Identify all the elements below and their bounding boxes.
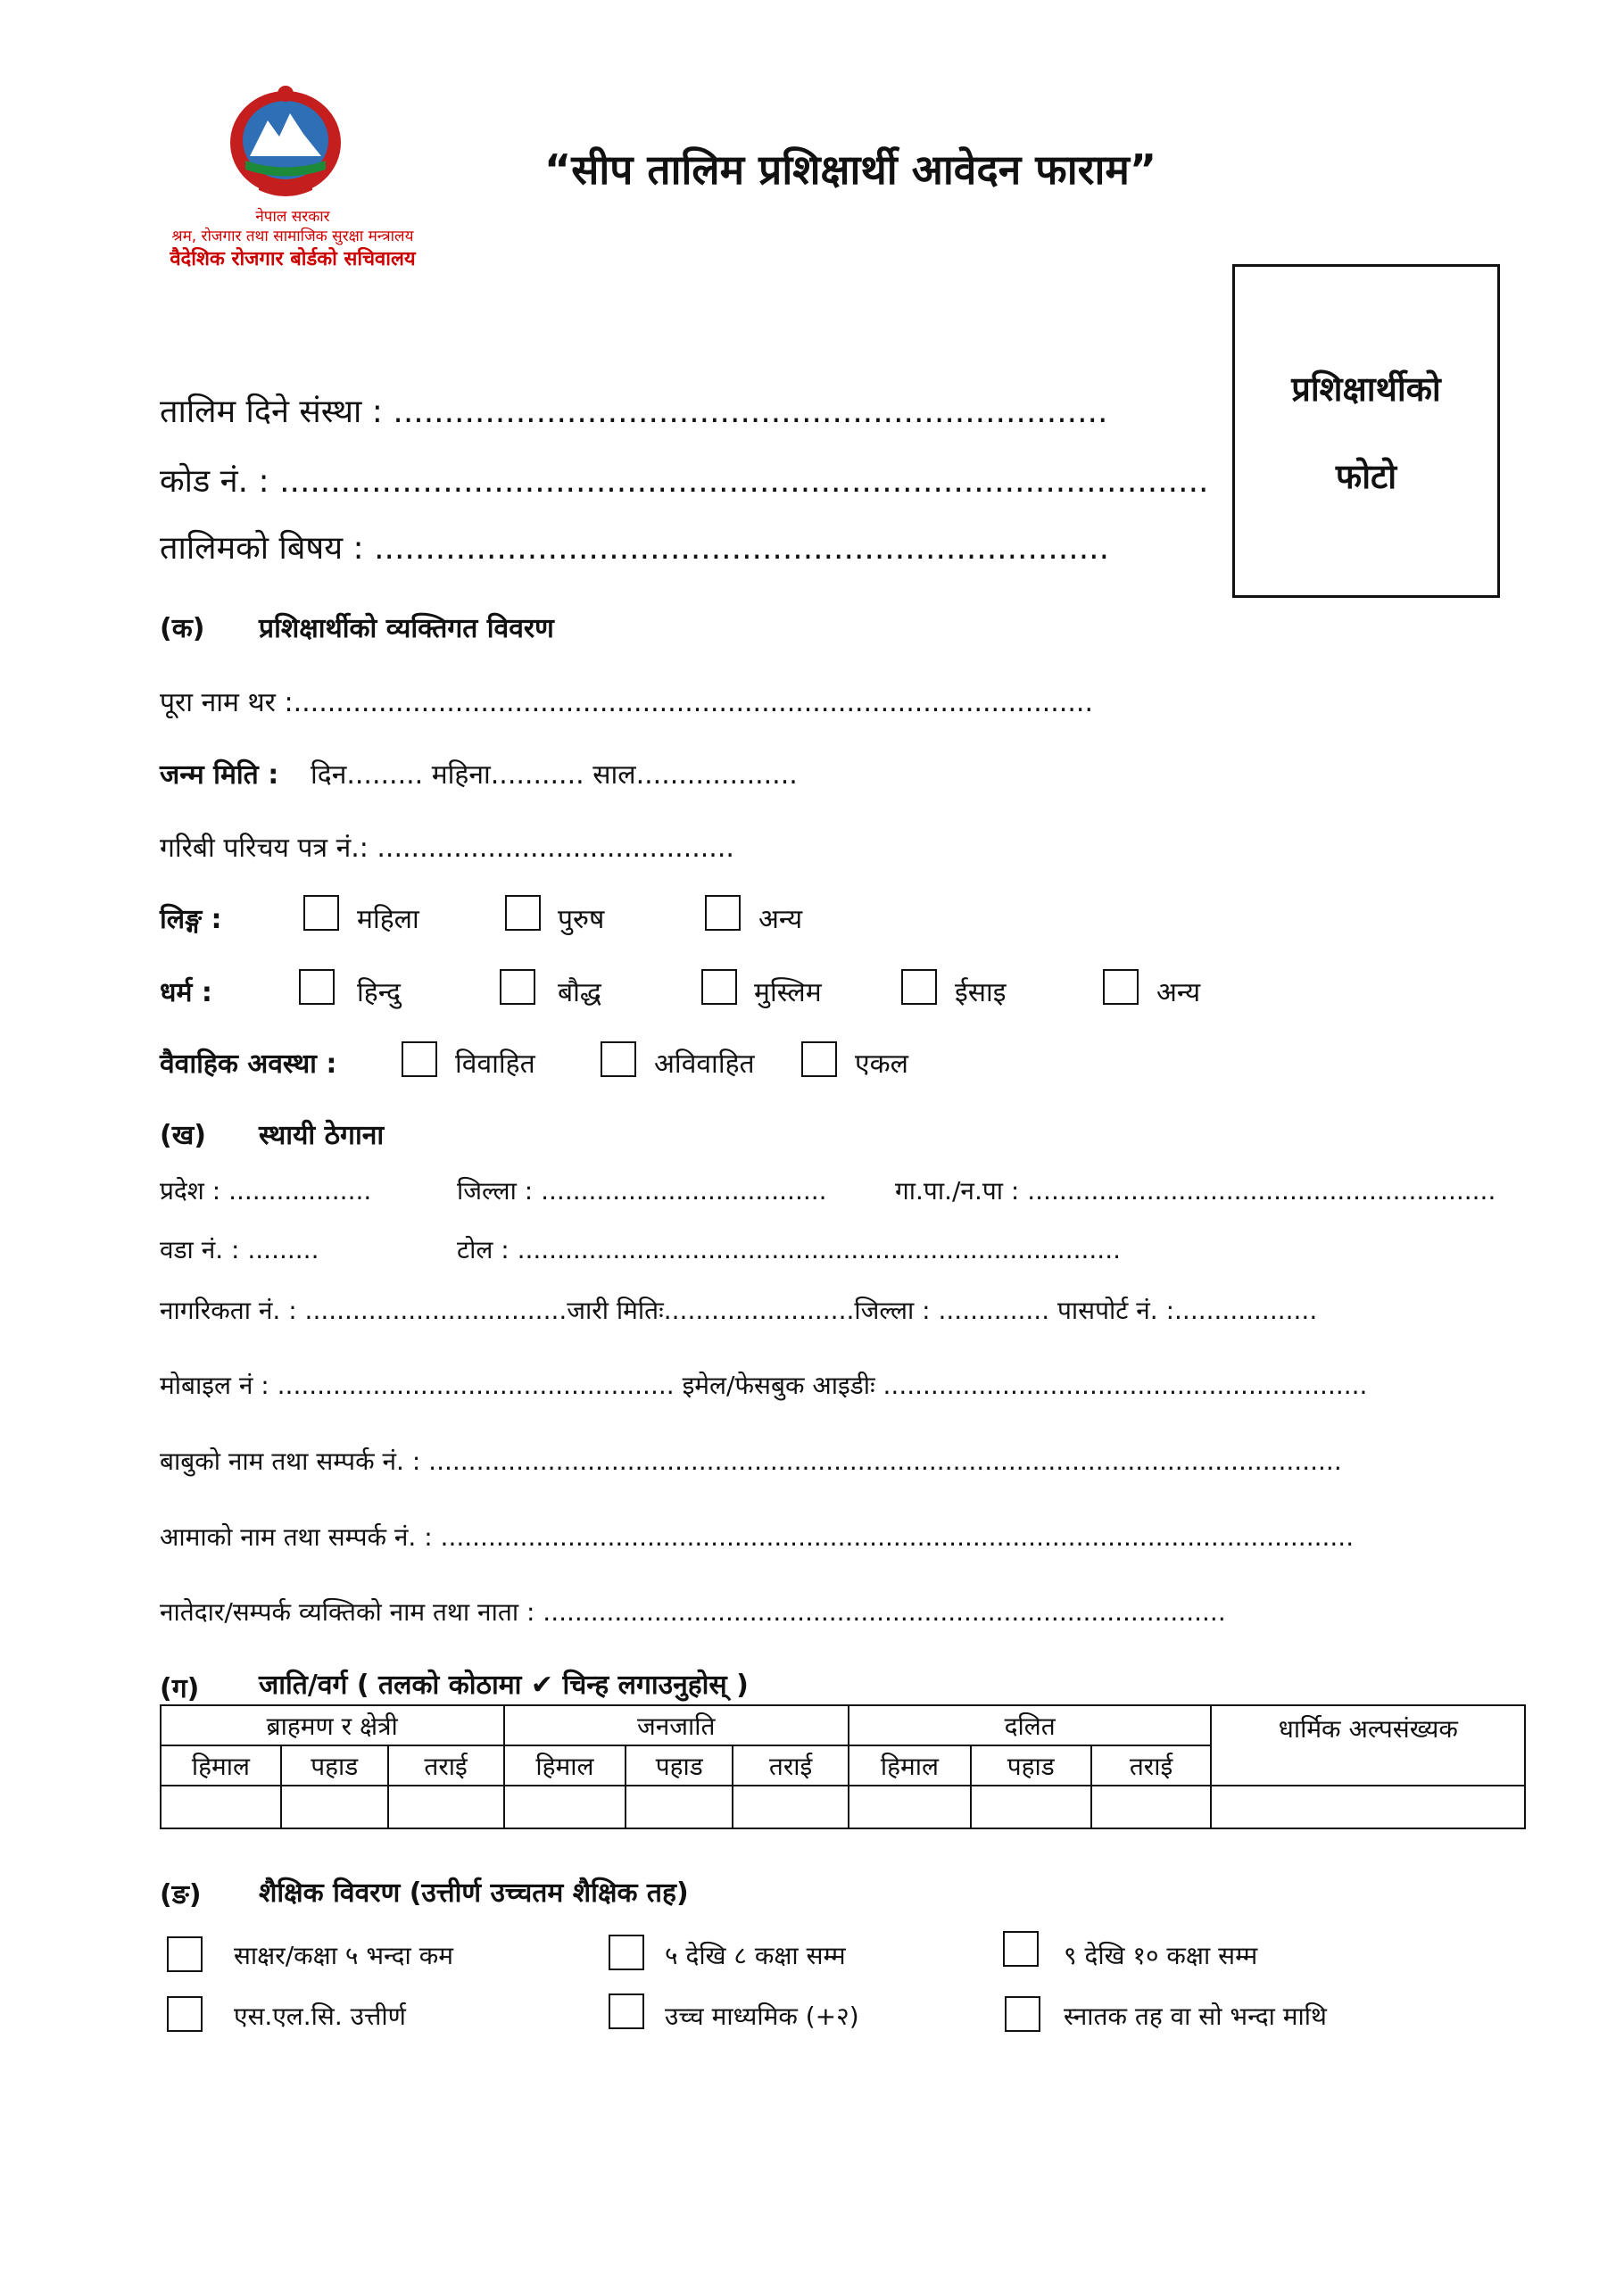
institution-field[interactable]: तालिम दिने संस्था : ...................................................................... <box>160 394 1108 430</box>
section-kha-letter: (ख) <box>160 1120 206 1151</box>
section-nga-letter: (ङ) <box>160 1879 202 1911</box>
religion-checkbox-other[interactable] <box>1103 969 1139 1005</box>
section-ka-letter: (क) <box>160 613 205 644</box>
table-subheader: हिमाल <box>504 1745 626 1786</box>
marital-checkbox-single[interactable] <box>801 1041 837 1077</box>
religion-checkbox-muslim[interactable] <box>701 969 737 1005</box>
section-ga-letter: (ग) <box>160 1673 200 1704</box>
ward-field[interactable]: वडा नं. : ......... <box>160 1235 319 1264</box>
photo-label-line2: फोटो <box>1335 457 1397 496</box>
table-subheader: तराई <box>1091 1745 1212 1786</box>
edu-checkbox-9-10[interactable] <box>1003 1931 1039 1967</box>
edu-checkbox-5-8[interactable] <box>609 1935 644 1970</box>
caste-group-janajati: जनजाति <box>504 1705 849 1745</box>
mother-field[interactable]: आमाको नाम तथा सम्पर्क नं. : ................................................................................................................... <box>160 1522 1355 1552</box>
gender-label: लिङ्ग : <box>160 904 222 935</box>
religion-option-christian: ईसाइ <box>955 977 1007 1008</box>
gender-checkbox-other[interactable] <box>705 895 741 931</box>
edu-option-5-8: ५ देखि ८ कक्षा सम्म <box>665 1941 846 1970</box>
marital-checkbox-married[interactable] <box>402 1041 437 1077</box>
caste-group-religious-minority: धार्मिक अल्पसंख्यक <box>1211 1705 1525 1786</box>
dob-label: जन्म मिति : <box>160 759 279 791</box>
photo-box[interactable] <box>1232 264 1500 598</box>
caste-group-dalit: दलित <box>849 1705 1211 1745</box>
edu-checkbox-higher-secondary[interactable] <box>609 1993 644 2029</box>
gender-checkbox-male[interactable] <box>505 895 541 931</box>
marital-option-unmarried: अविवाहित <box>654 1049 755 1080</box>
page-title: “सीप तालिम प्रशिक्षार्थी आवेदन फाराम” <box>544 145 1157 194</box>
marital-option-married: विवाहित <box>455 1049 535 1080</box>
edu-option-slc: एस.एल.सि. उत्तीर्ण <box>234 2002 406 2031</box>
ministry-label: श्रम, रोजगार तथा सामाजिक सुरक्षा मन्त्रालय <box>171 228 414 245</box>
edu-checkbox-literate[interactable] <box>167 1936 203 1972</box>
religion-checkbox-christian[interactable] <box>901 969 937 1005</box>
citizenship-field[interactable]: नागरिकता नं. : .................................जारी मितिः........................जिल्ला : .............. पासपोर्ट नं. :.................. <box>160 1296 1318 1325</box>
gov-label: नेपाल सरकार <box>255 208 330 226</box>
table-subheader: पहाड <box>281 1745 388 1786</box>
gender-checkbox-female[interactable] <box>303 895 339 931</box>
nepal-emblem-logo <box>219 85 352 205</box>
edu-option-literate: साक्षर/कक्षा ५ भन्दा कम <box>234 1941 453 1970</box>
caste-group-brahmin: ब्राहमण र क्षेत्री <box>161 1705 504 1745</box>
gender-option-other: अन्य <box>758 904 803 935</box>
section-ka-title: प्रशिक्षार्थीको व्यक्तिगत विवरण <box>259 613 554 644</box>
caste-cell[interactable] <box>281 1786 388 1828</box>
section-ga-title: जाति/वर्ग ( तलको कोठामा ✔ चिन्ह लगाउनुहोस् ) <box>259 1670 749 1701</box>
caste-cell[interactable] <box>626 1786 733 1828</box>
section-nga-title: शैक्षिक विवरण (उत्तीर्ण उच्चतम शैक्षिक तह) <box>259 1877 689 1909</box>
caste-cell[interactable] <box>971 1786 1091 1828</box>
dob-field[interactable]: दिन......... महिना........... साल................... <box>311 759 798 791</box>
relative-field[interactable]: नातेदार/सम्पर्क व्यक्तिको नाम तथा नाता : ...................................................................................... <box>160 1597 1226 1627</box>
gender-option-female: महिला <box>357 904 419 935</box>
province-field[interactable]: प्रदेश : .................. <box>160 1176 372 1206</box>
marital-label: वैवाहिक अवस्था : <box>160 1049 337 1080</box>
district-field[interactable]: जिल्ला : .................................... <box>457 1176 827 1206</box>
table-subheader: पहाड <box>971 1745 1091 1786</box>
edu-option-9-10: ९ देखि १० कक्षा सम्म <box>1064 1941 1258 1970</box>
table-subheader: हिमाल <box>849 1745 971 1786</box>
religion-option-other: अन्य <box>1156 977 1201 1008</box>
office-label: वैदेशिक रोजगार बोर्डको सचिवालय <box>170 248 416 270</box>
gender-option-male: पुरुष <box>558 904 605 935</box>
religion-option-hindu: हिन्दु <box>357 977 401 1008</box>
religion-label: धर्म : <box>160 977 212 1008</box>
caste-table <box>160 1704 1526 1829</box>
marital-checkbox-unmarried[interactable] <box>601 1041 636 1077</box>
caste-cell[interactable] <box>849 1786 971 1828</box>
poverty-card-field[interactable]: गरिबी परिचय पत्र नं.: .......................................... <box>160 833 734 864</box>
code-field[interactable]: कोड नं. : ........................................................................................... <box>160 463 1209 500</box>
table-subheader: पहाड <box>626 1745 733 1786</box>
edu-option-higher-secondary: उच्च माध्यमिक (+२) <box>665 2002 859 2031</box>
municipality-field[interactable]: गा.पा./न.पा : ........................................................... <box>895 1176 1496 1206</box>
table-subheader: हिमाल <box>161 1745 281 1786</box>
religion-option-muslim: मुस्लिम <box>754 977 822 1008</box>
caste-cell[interactable] <box>1211 1786 1525 1828</box>
full-name-field[interactable]: पूरा नाम थर :.............................................................................................. <box>160 687 1093 718</box>
caste-cell[interactable] <box>1091 1786 1212 1828</box>
father-field[interactable]: बाबुको नाम तथा सम्पर्क नं. : ................................................................................................................... <box>160 1446 1342 1476</box>
caste-cell[interactable] <box>161 1786 281 1828</box>
section-kha-title: स्थायी ठेगाना <box>259 1120 385 1151</box>
edu-checkbox-bachelor[interactable] <box>1005 1996 1040 2032</box>
caste-cell[interactable] <box>388 1786 504 1828</box>
caste-cell[interactable] <box>504 1786 626 1828</box>
table-subheader: तराई <box>733 1745 849 1786</box>
table-subheader: तराई <box>388 1745 504 1786</box>
photo-label-line1: प्रशिक्षार्थीको <box>1291 369 1441 409</box>
edu-option-bachelor: स्नातक तह वा सो भन्दा माथि <box>1064 2002 1327 2031</box>
mobile-email-field[interactable]: मोबाइल नं : .................................................. इमेल/फेसबुक आइडीः ............................................................. <box>160 1371 1368 1400</box>
tole-field[interactable]: टोल : ............................................................................ <box>457 1235 1122 1264</box>
religion-checkbox-hindu[interactable] <box>299 969 335 1005</box>
subject-field[interactable]: तालिमको बिषय : ........................................................................ <box>160 530 1110 567</box>
edu-checkbox-slc[interactable] <box>167 1996 203 2032</box>
religion-option-buddhist: बौद्ध <box>558 977 601 1008</box>
caste-cell[interactable] <box>733 1786 849 1828</box>
religion-checkbox-buddhist[interactable] <box>500 969 535 1005</box>
marital-option-single: एकल <box>855 1049 908 1080</box>
